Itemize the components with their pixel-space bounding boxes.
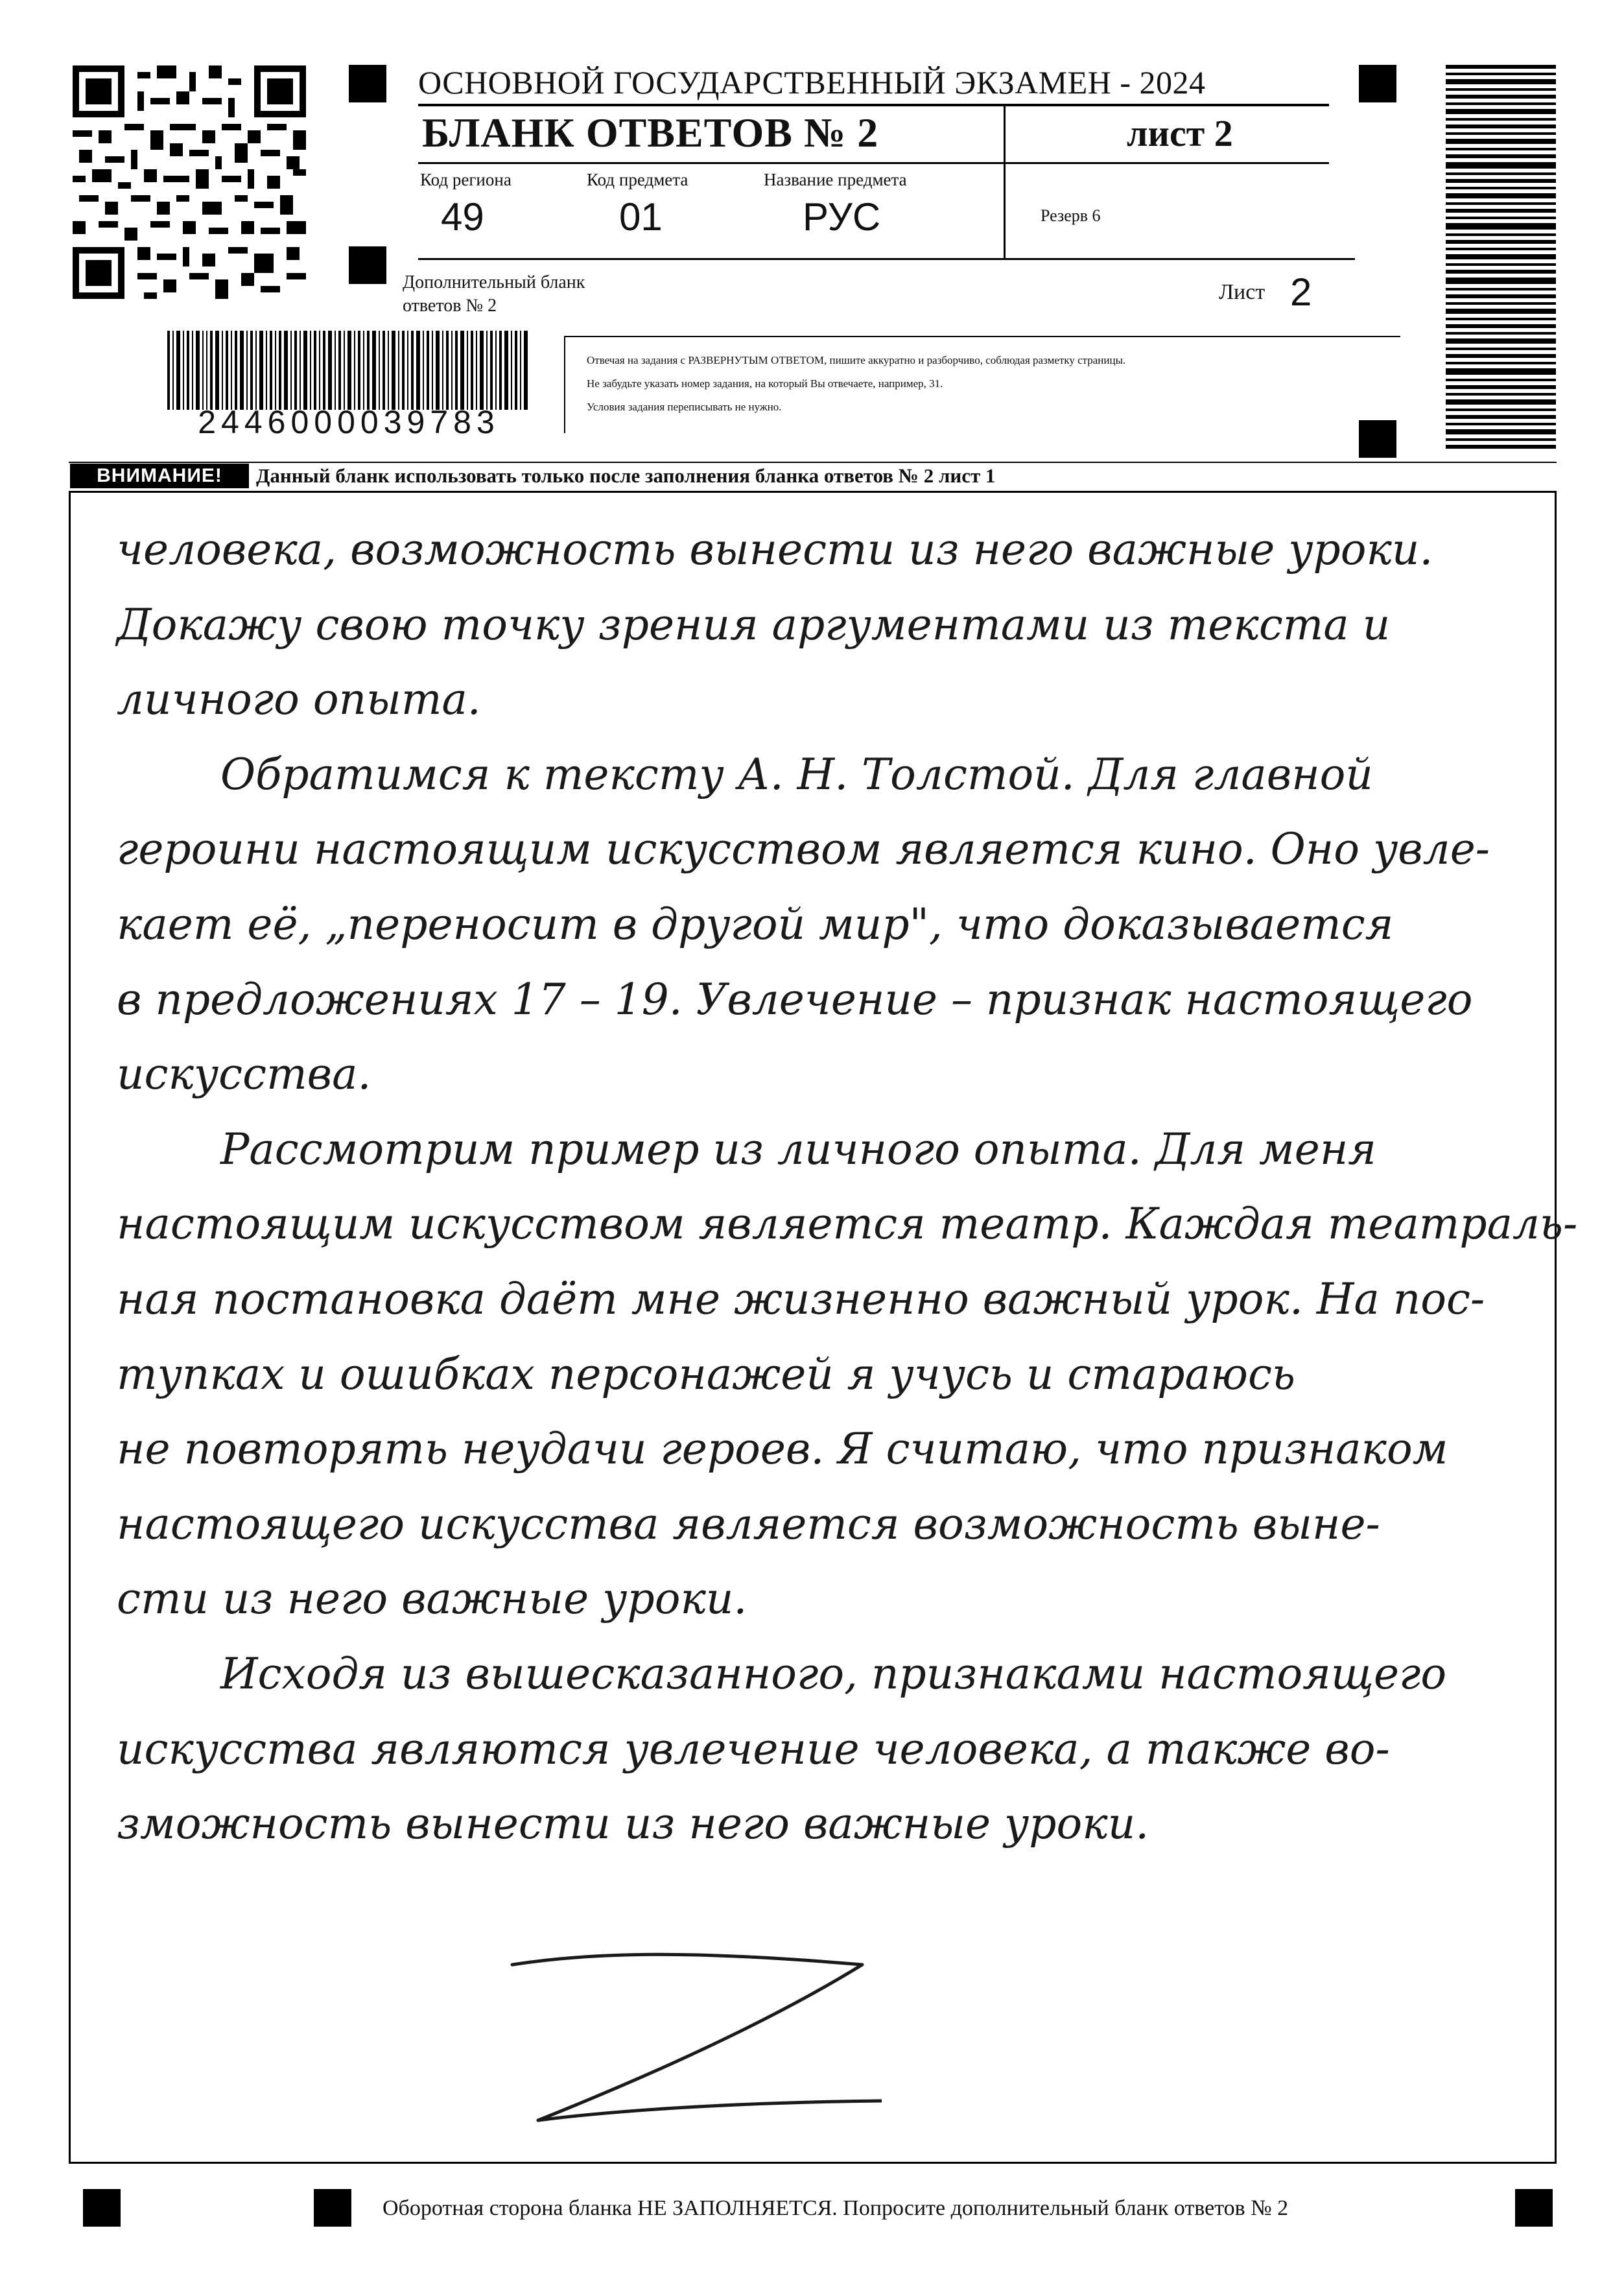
alignment-marker-mid-left [349, 246, 386, 284]
form-title: БЛАНК ОТВЕТОВ № 2 [422, 110, 879, 156]
alignment-marker-mid-right [1359, 420, 1396, 458]
subject-name-label: Название предмета [764, 170, 907, 189]
header-rule-bottom [418, 258, 1355, 260]
answer-line: искусства. [117, 1049, 371, 1100]
list-label: Лист [1219, 280, 1265, 304]
answer-line: Исходя из вышесказанного, признаками настоящего [220, 1648, 1447, 1699]
answer-line: кает её, „переносит в другой мир", что доказывается [117, 899, 1394, 949]
alignment-marker-bottom-center [314, 2189, 351, 2227]
form-barcode [167, 331, 530, 410]
answer-line: человека, возможность вынести из него важные уроки. [117, 525, 1433, 574]
header-rule-lower [564, 336, 1400, 337]
answer-line: сти из него важные уроки. [117, 1574, 747, 1624]
barcode-number: 2446000039783 [198, 404, 500, 440]
alignment-marker-bottom-right [1515, 2189, 1553, 2227]
reserve-label: Резерв 6 [1041, 206, 1101, 225]
header-divider-vertical [1004, 106, 1006, 259]
header-rule-top [418, 104, 1329, 106]
z-closing-mark [499, 1939, 882, 2133]
footer-note: Оборотная сторона бланка НЕ ЗАПОЛНЯЕТСЯ. Попросите дополнительный бланк ответов № 2 [382, 2196, 1289, 2220]
warning-rule [69, 462, 1557, 463]
answer-line: зможность вынести из него важные уроки. [117, 1799, 1149, 1849]
answer-line: Обратимся к тексту А. Н. Толстой. Для главной [220, 749, 1373, 799]
exam-title: ОСНОВНОЙ ГОСУДАРСТВЕННЫЙ ЭКЗАМЕН - 2024 [418, 64, 1206, 101]
side-barcode [1446, 65, 1556, 451]
answer-line: ная постановка даёт мне жизненно важный урок. На пос- [117, 1273, 1485, 1324]
answer-line: Докажу свою точку зрения аргументами из текста и [117, 599, 1391, 650]
instruction-line: Не забудьте указать номер задания, на который Вы отвечаете, например, 31. [587, 377, 943, 390]
instructions-divider [564, 336, 565, 433]
answer-line: тупках и ошибках персонажей я учусь и стараюсь [117, 1349, 1295, 1399]
header-rule-mid [418, 162, 1329, 164]
alignment-marker-top-right [1359, 65, 1396, 102]
subject-code-label: Код предмета [587, 170, 688, 189]
instructions [587, 349, 1404, 419]
qr-code [73, 65, 306, 300]
warning-text: Данный бланк использовать только после заполнения бланка ответов № 2 лист 1 [256, 464, 996, 487]
alignment-marker-top-left [349, 65, 386, 102]
answer-line: Рассмотрим пример из личного опыта. Для меня [220, 1124, 1376, 1174]
alignment-marker-bottom-left [83, 2189, 121, 2227]
subject-code-value: 01 [619, 195, 663, 239]
list-number: 2 [1290, 270, 1312, 314]
answer-line: героини настоящим искусством является кино. Оно увле- [117, 824, 1490, 875]
answer-line: настоящего искусства является возможность выне- [117, 1498, 1380, 1549]
region-label: Код региона [420, 170, 512, 189]
region-value: 49 [441, 195, 484, 239]
answer-line: не повторять неудачи героев. Я считаю, что признаком [117, 1424, 1448, 1474]
sheet-title: лист 2 [1127, 112, 1233, 154]
subject-name-value: РУС [803, 195, 881, 239]
answer-line: в предложениях 17 – 19. Увлечение – признак настоящего [117, 974, 1473, 1024]
instruction-line: Отвечая на задания с РАЗВЕРНУТЫМ ОТВЕТОМ, пишите аккуратно и разборчиво, соблюдая разметку страницы. [587, 354, 1126, 366]
handwritten-answer [117, 512, 1578, 1862]
instruction-line: Условия задания переписывать не нужно. [587, 401, 782, 413]
warning-badge: ВНИМАНИЕ! [70, 464, 249, 488]
extra-form-label: Дополнительный бланк ответов № 2 [403, 272, 585, 316]
answer-line: искусства являются увлечение человека, а также во- [117, 1723, 1390, 1774]
answer-line: личного опыта. [117, 674, 481, 725]
answer-line: настоящим искусством является театр. Каждая театраль- [117, 1199, 1578, 1249]
